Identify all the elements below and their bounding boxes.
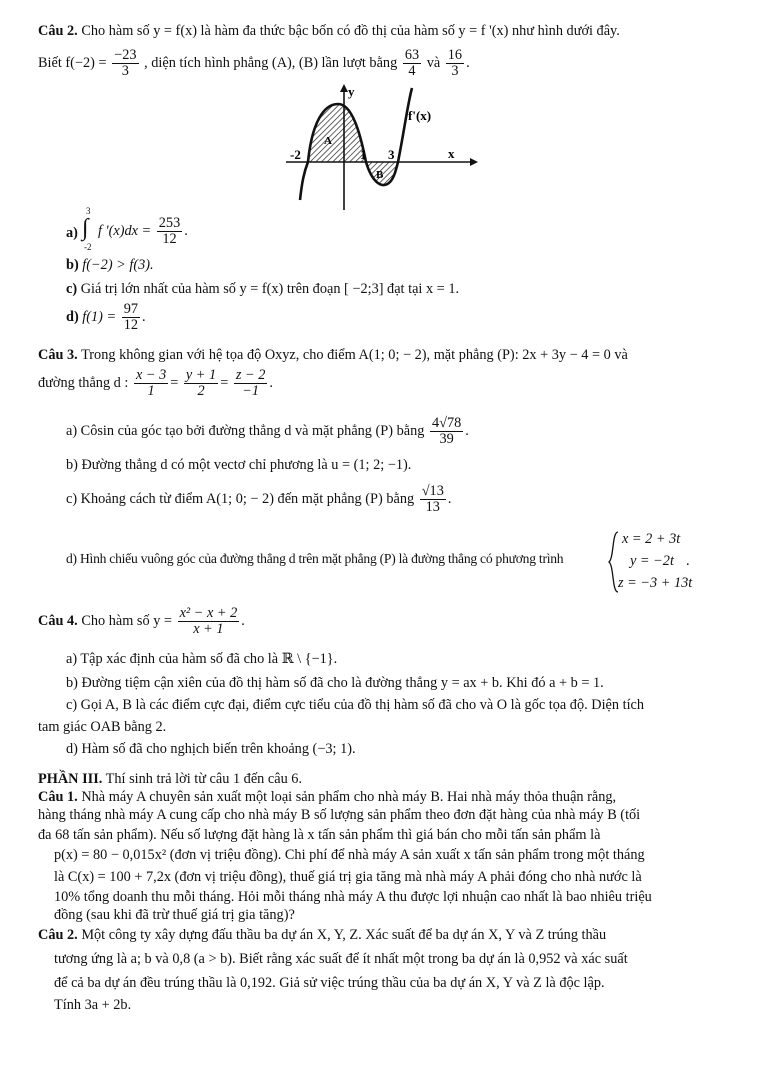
q2-a-num: 253 bbox=[158, 215, 181, 231]
q2-stem-line1 bbox=[38, 22, 620, 41]
q2-d-fraction bbox=[122, 302, 140, 333]
part3-c2-line1: tương ứng là a; b và 0,8 (a > b). Biết rằng xác suất để ít nhất một trong ba dự án là 0,952 và xác suất bbox=[54, 951, 628, 967]
q2-a-fraction bbox=[157, 216, 182, 247]
q2-y-axis-arrow bbox=[340, 84, 348, 92]
q2-x-axis-arrow bbox=[470, 158, 478, 166]
q2-label: Câu 2. bbox=[38, 23, 78, 39]
q4-num: x² − x + 2 bbox=[179, 605, 238, 621]
q3-d-f3-num: z − 2 bbox=[235, 367, 266, 383]
part3-c1-line3: p(x) = 80 − 0,015x² (đơn vị triệu đồng). Chi phí để nhà máy A sản xuất x tấn sản phẩm trong một tháng bbox=[54, 847, 645, 863]
q2-areaB-den: 3 bbox=[451, 63, 459, 79]
q2-areaA-den: 4 bbox=[408, 63, 416, 79]
q2-stem-line2: Biết f(−2) = $\frac{-23}{3}$ , diện tích hình phẳng (A), (B) lần lượt bằng $\frac{63}{4}$ và $\frac{16}{3}$ . bbox=[38, 47, 470, 79]
q4-c-text1: c) Gọi A, B là các điểm cực đại, điểm cực tiểu của đồ thị hàm số đã cho và O là gốc tọa độ. Diện tích bbox=[66, 697, 645, 713]
q2-tick-neg2: -2 bbox=[290, 147, 301, 162]
q2-region-B-label: B bbox=[376, 169, 384, 181]
q3-stem-line1 bbox=[38, 346, 628, 365]
part3-c1-line0 bbox=[38, 788, 616, 807]
q3-a-fraction bbox=[430, 416, 463, 447]
q3-a-num: 4√78 bbox=[431, 415, 462, 431]
q2-b-text: f(−2) > f(3). bbox=[82, 257, 154, 273]
q2-areaA-num: 63 bbox=[404, 47, 420, 63]
q3-a-text: a) Côsin của góc tạo bởi đường thẳng d và mặt phẳng (P) bằng bbox=[66, 422, 425, 439]
part3-heading bbox=[38, 770, 302, 789]
part3-c1-line1: hàng tháng nhà máy A cung cấp cho nhà máy B số lượng sản phẩm theo đơn đặt hàng của nhà máy B (tối bbox=[38, 807, 641, 823]
q2-a-expr: f '(x)dx = $\frac{253}{12}$ . bbox=[98, 215, 188, 247]
q2-d-text: f(1) = bbox=[82, 308, 117, 325]
q3-c-den: 13 bbox=[425, 499, 440, 515]
q2-tick-3: 3 bbox=[388, 147, 395, 162]
part3-c1-line5: 10% tổng doanh thu mỗi tháng. Hỏi mỗi tháng nhà máy A thu được lợi nhuận cao nhất là bao nhiêu triệu bbox=[54, 889, 652, 905]
q4-label: Câu 4. bbox=[38, 612, 78, 629]
q2-region-A-label: A bbox=[324, 135, 332, 147]
q2-areaA-fraction bbox=[403, 48, 421, 79]
q3-d-frac3 bbox=[234, 368, 268, 399]
q3-option-c: c) Khoảng cách từ điểm A(1; 0; − 2) đến mặt phẳng (P) bằng $\frac{√13}{13}$ . bbox=[66, 483, 452, 515]
q3-b-text: b) Đường thẳng d có một vectơ chỉ phương là u = (1; 2; −1). bbox=[66, 457, 412, 473]
q2-d-num: 97 bbox=[123, 301, 139, 317]
part3-heading-rest: Thí sinh trả lời từ câu 1 đến câu 6. bbox=[105, 771, 303, 787]
q2-option-d: d) f(1) = $\frac{97}{12}$ . bbox=[66, 301, 146, 333]
q2-a-int-lower: -2 bbox=[84, 242, 92, 252]
q2-integral-sign: ∫ bbox=[82, 215, 89, 241]
q2-region-A bbox=[308, 104, 366, 162]
q2-curve-label: f'(x) bbox=[408, 108, 432, 123]
q3-d-f1-den: 1 bbox=[147, 383, 155, 399]
q2-areaB-num: 16 bbox=[447, 47, 463, 63]
q3-d-f2-num: y + 1 bbox=[185, 367, 217, 383]
q3-c-fraction bbox=[420, 484, 446, 515]
q4-stem-text: Cho hàm số y = bbox=[81, 612, 172, 629]
q2-and: và bbox=[426, 54, 441, 71]
q4-stem: Câu 4. Cho hàm số y = $\frac{\text{x² − x + 2}}{x + 1}$ . bbox=[38, 605, 245, 637]
q3-sys-line1: x = 2 + 3t bbox=[622, 531, 681, 547]
q3-d-frac1 bbox=[134, 368, 168, 399]
q4-b-text: b) Đường tiệm cận xiên của đồ thị hàm số đã cho là đường thẳng y = ax + b. Khi đó a + b = 1. bbox=[66, 675, 604, 691]
part3-c1-line2: đa 68 tấn sản phẩm). Nếu số lượng đặt hàng là x tấn sản phẩm thì giá bán cho mỗi tấn sản phẩm là bbox=[38, 827, 601, 843]
q2-b-label: b) bbox=[66, 257, 79, 273]
q2-fneg2-num: −23 bbox=[114, 47, 137, 63]
part3-c1-text0: Nhà máy A chuyên sản xuất một loại sản phẩm cho nhà máy B. Hai nhà máy thỏa thuận rằng, bbox=[81, 789, 617, 805]
part3-c2-line0 bbox=[38, 926, 606, 945]
q3-d-frac2 bbox=[184, 368, 218, 399]
q4-option-c-line1 bbox=[66, 696, 644, 715]
part3-c2-line2: để cả ba dự án đều trúng thầu là 0,192. Giả sử việc trúng thầu của ba dự án X, Y và Z là độc lập. bbox=[54, 975, 605, 991]
part3-c2-label: Câu 2. bbox=[38, 927, 78, 943]
q4-option-a bbox=[66, 650, 337, 669]
q3-d-text: d) Hình chiếu vuông góc của đường thẳng d trên mặt phẳng (P) là đường thẳng có phương trình bbox=[66, 551, 564, 566]
q3-a-den: 39 bbox=[439, 431, 454, 447]
q2-a-int-upper: 3 bbox=[86, 206, 91, 216]
q3-option-a: a) Côsin của góc tạo bởi đường thẳng d và mặt phẳng (P) bằng $\frac{4√78}{39}$ . bbox=[66, 415, 469, 447]
q4-d-text: d) Hàm số đã cho nghịch biến trên khoảng (−3; 1). bbox=[66, 741, 356, 757]
part3-heading-label: PHẦN III. bbox=[38, 771, 103, 787]
q4-fraction bbox=[178, 606, 240, 637]
part3-c1-label: Câu 1. bbox=[38, 789, 78, 805]
q2-y-label: y bbox=[348, 84, 355, 99]
q3-stem1: Trong không gian với hệ tọa độ Oxyz, cho điểm A(1; 0; − 2), mặt phẳng (P): 2x + 3y − 4 = 0 và bbox=[81, 347, 628, 363]
q2-areaB-fraction bbox=[446, 48, 464, 79]
q3-c-text: c) Khoảng cách từ điểm A(1; 0; − 2) đến mặt phẳng (P) bằng bbox=[66, 490, 415, 507]
q4-c-text2: tam giác OAB bằng 2. bbox=[38, 719, 167, 735]
q2-d-den: 12 bbox=[123, 317, 139, 333]
q3-option-b bbox=[66, 456, 411, 475]
q2-stem2b: , diện tích hình phẳng (A), (B) lần lượt bằng bbox=[144, 54, 398, 71]
q3-label: Câu 3. bbox=[38, 347, 78, 363]
part3-c1-line4: là C(x) = 100 + 7,2x (đơn vị triệu đồng), thuế giá trị gia tăng mà nhà máy A phải đóng cho nhà nước là bbox=[54, 869, 642, 885]
q3-sys-period: . bbox=[686, 553, 690, 569]
q3-stem-line2: đường thẳng d : $\frac{x - 3}{1}$ = $\frac{y + 1}{2}$ = $\frac{z - 2}{-1}$ . bbox=[38, 367, 273, 399]
q2-stem1: Cho hàm số y = f(x) là hàm đa thức bậc bốn có đồ thị của hàm số y = f '(x) như hình dưới đây. bbox=[81, 23, 620, 39]
q2-c-text: Giá trị lớn nhất của hàm số y = f(x) trên đoạn [ −2;3] đạt tại x = 1. bbox=[80, 281, 460, 297]
q3-sys-line3: z = −3 + 13t bbox=[618, 575, 693, 591]
q2-x-label: x bbox=[448, 146, 455, 161]
q2-c-label: c) bbox=[66, 281, 78, 297]
q2-option-b bbox=[66, 256, 154, 275]
q2-option-c bbox=[66, 280, 459, 299]
q2-fneg2-den: 3 bbox=[121, 63, 129, 79]
q2-tick-1: 1 bbox=[360, 147, 367, 162]
q2-derivative-graph bbox=[282, 82, 482, 212]
q2-a-label: a) bbox=[66, 225, 78, 241]
q3-d-f1-num: x − 3 bbox=[135, 367, 167, 383]
q2-d-label: d) bbox=[66, 308, 79, 325]
q3-sys-line2: y = −2t bbox=[630, 553, 674, 569]
q4-option-b bbox=[66, 674, 604, 693]
q4-den: x + 1 bbox=[193, 621, 224, 637]
q4-option-d bbox=[66, 740, 356, 759]
part3-c2-line3: Tính 3a + 2b. bbox=[54, 997, 132, 1013]
q4-a-text: a) Tập xác định của hàm số đã cho là ℝ \ {−1}. bbox=[66, 651, 338, 667]
q2-stem2a: Biết f(−2) = bbox=[38, 54, 107, 71]
q3-d-f3-den: −1 bbox=[242, 383, 259, 399]
q2-a-den: 12 bbox=[162, 231, 177, 247]
part3-c2-text0: Một công ty xây dựng đấu thầu ba dự án X, Y, Z. Xác suất để ba dự án X, Y và Z trúng thầu bbox=[81, 927, 607, 943]
q3-stem2: đường thẳng d : bbox=[38, 374, 129, 391]
q3-d-f2-den: 2 bbox=[197, 383, 205, 399]
q2-a-text: f '(x)dx = bbox=[98, 222, 152, 239]
part3-c1-line6: đồng (sau khi đã trừ thuế giá trị gia tăng)? bbox=[54, 907, 295, 923]
q3-c-num: √13 bbox=[421, 483, 444, 499]
q3-option-d bbox=[66, 550, 563, 568]
q2-fneg2-fraction bbox=[112, 48, 138, 79]
q4-option-c-line2 bbox=[38, 718, 166, 737]
